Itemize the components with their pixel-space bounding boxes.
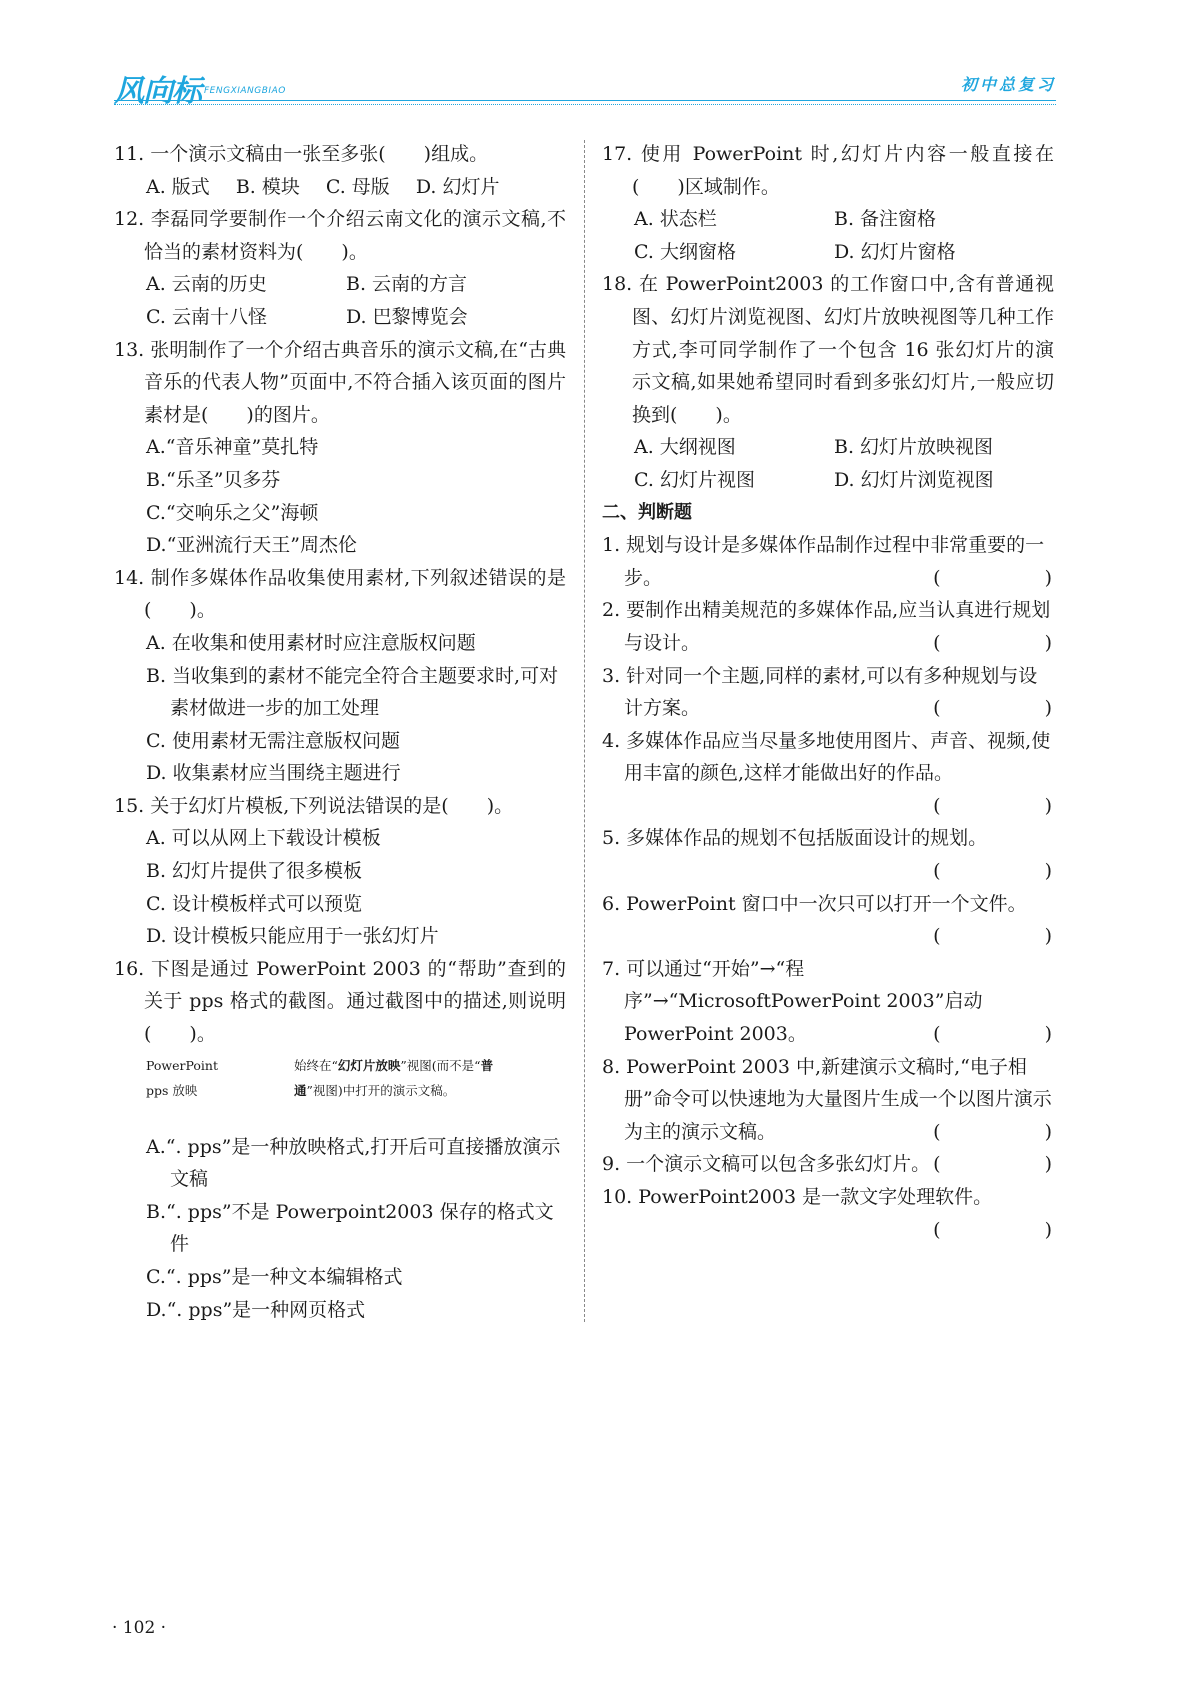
option: C. 幻灯片视图 [634,468,755,491]
brand-logo: 风向标 [114,74,201,109]
option: A. 状态栏 [634,208,717,231]
question-12-options [114,301,566,334]
answer-blank: ( ) [933,1120,1074,1143]
option: B.“. pps”不是 Powerpoint2003 保存的格式文件 [146,1200,554,1256]
question-11: 11. 一个演示文稿由一张至多张( )组成。 [114,143,489,165]
option: B. 云南的方言 [346,273,468,296]
option: B.“乐圣”贝多芬 [146,468,281,491]
tf-item: 2. 要制作出精美规范的多媒体作品,应当认真进行规划与设计。 ( ) [602,594,1054,659]
answer-blank: ( ) [933,1218,1074,1241]
question-12: 12. 李磊同学要制作一个介绍云南文化的演示文稿,不恰当的素材资料为( )。 [114,208,566,263]
answer-blank: ( ) [933,697,1074,720]
option: B. 幻灯片提供了很多模板 [146,860,363,883]
answer-blank: ( ) [933,631,1074,654]
option: A. 云南的历史 [146,273,267,296]
option: D.“. pps”是一种网页格式 [146,1298,366,1321]
option: D. 幻灯片浏览视图 [834,468,994,491]
answer-blank: ( ) [933,1153,1074,1176]
header-rule-dotted [114,104,1056,105]
option: D. 幻灯片 [415,175,500,198]
snippet-format-label: PowerPoint pps 放映 [146,1057,231,1098]
option: A. 大纲视图 [634,436,736,459]
option: C.“. pps”是一种文本编辑格式 [146,1266,403,1288]
question-12-options [114,268,566,301]
page-header [114,62,1056,110]
question-14: 14. 制作多媒体作品收集使用素材,下列叙述错误的是( )。 [114,566,566,622]
tf-item: 5. 多媒体作品的规划不包括版面设计的规划。 [602,827,988,850]
tf-item: 10. PowerPoint2003 是一款文字处理软件。 [602,1186,993,1208]
option: B. 当收集到的素材不能完全符合主题要求时,可对素材做进一步的加工处理 [146,664,559,720]
question-18-options [602,431,1054,464]
tf-item: 7. 可以通过“开始”→“程序”→“MicrosoftPowerPoint 2003”启动 PowerPoint 2003。 ( ) [602,953,1054,1051]
option: B. 备注窗格 [834,208,937,231]
tf-item: 1. 规划与设计是多媒体作品制作过程中非常重要的一步。 ( ) [602,529,1054,594]
answer-blank: ( ) [933,925,1074,948]
option: D.“亚洲流行天王”周杰伦 [146,534,358,557]
column-divider [584,140,585,1322]
answer-blank: ( ) [933,860,1074,883]
option: A. 可以从网上下载设计模板 [146,827,381,850]
section-title-true-false: 二、判断题 [602,501,692,523]
option: D. 幻灯片窗格 [834,240,956,263]
tf-item: 9. 一个演示文稿可以包含多张幻灯片。 ( ) [602,1148,1054,1181]
option: C. 云南十八怪 [146,305,267,328]
option: A. 在收集和使用素材时应注意版权问题 [146,631,476,654]
option: C. 母版 [325,175,390,198]
question-17-options [602,236,1054,269]
option: A.“音乐神童”莫扎特 [146,436,319,459]
tf-answer-line [602,920,1074,953]
question-17-options [602,203,1054,236]
option: C. 使用素材无需注意版权问题 [146,729,400,752]
question-11-options [114,171,566,204]
option: B. 模块 [235,175,300,198]
option: C.“交响乐之父”海顿 [146,501,319,524]
option: B. 幻灯片放映视图 [834,436,994,459]
option: D. 巴黎博览会 [346,305,468,328]
answer-blank: ( ) [933,1023,1074,1046]
right-column [602,138,1074,1246]
option: C. 设计模板样式可以预览 [146,892,362,915]
question-18-options [602,464,1054,497]
option: A.“. pps”是一种放映格式,打开后可直接播放演示文稿 [146,1135,561,1191]
question-15: 15. 关于幻灯片模板,下列说法错误的是( )。 [114,794,514,817]
tf-answer-line [602,855,1074,888]
answer-blank: ( ) [933,794,1074,817]
header-rule [114,100,1056,101]
question-16: 16. 下图是通过 PowerPoint 2003 的“帮助”查到的关于 pps 格式的截图。通过截图中的描述,则说明( )。 [114,957,566,1046]
option: D. 收集素材应当围绕主题进行 [146,762,401,785]
option: C. 大纲窗格 [634,240,736,263]
tf-item: 3. 针对同一个主题,同样的素材,可以有多种规划与设计方案。 ( ) [602,660,1054,725]
tf-item: 6. PowerPoint 窗口中一次只可以打开一个文件。 [602,892,1027,915]
tf-answer-line [602,1214,1074,1247]
help-screenshot-snippet [114,1053,566,1131]
answer-blank: ( ) [933,566,1074,589]
option: D. 设计模板只能应用于一张幻灯片 [146,925,439,948]
tf-item: 4. 多媒体作品应当尽量多地使用图片、声音、视频,使用丰富的颜色,这样才能做出好的作品。 [602,729,1051,785]
question-13: 13. 张明制作了一个介绍古典音乐的演示文稿,在“古典音乐的代表人物”页面中,不符合插入该页面的图片素材是( )的图片。 [114,338,566,426]
tf-answer-line [602,790,1074,823]
question-17: 17. 使用 PowerPoint 时,幻灯片内容一般直接在( )区域制作。 [602,143,1054,198]
snippet-description: 始终在“幻灯片放映”视图(而不是“普通”视图)中打开的演示文稿。 [294,1057,494,1098]
option: A. 版式 [146,175,210,198]
tf-item: 8. PowerPoint 2003 中,新建演示文稿时,“电子相册”命令可以快速地为大量图片生成一个以图片演示为主的演示文稿。 ( ) [602,1051,1054,1149]
brand-logo-subtitle: FENGXIANGBIAO [204,86,286,96]
left-column [114,138,566,1326]
question-18: 18. 在 PowerPoint2003 的工作窗口中,含有普通视图、幻灯片浏览视图、幻灯片放映视图等几种工作方式,李可同学制作了一个包含 16 张幻灯片的演示文稿,如果她希望同时看到多张幻灯片,一般应切换到( )。 [602,273,1054,426]
header-title: 初中总复习 [960,75,1056,94]
page-number: · 102 · [112,1618,167,1638]
